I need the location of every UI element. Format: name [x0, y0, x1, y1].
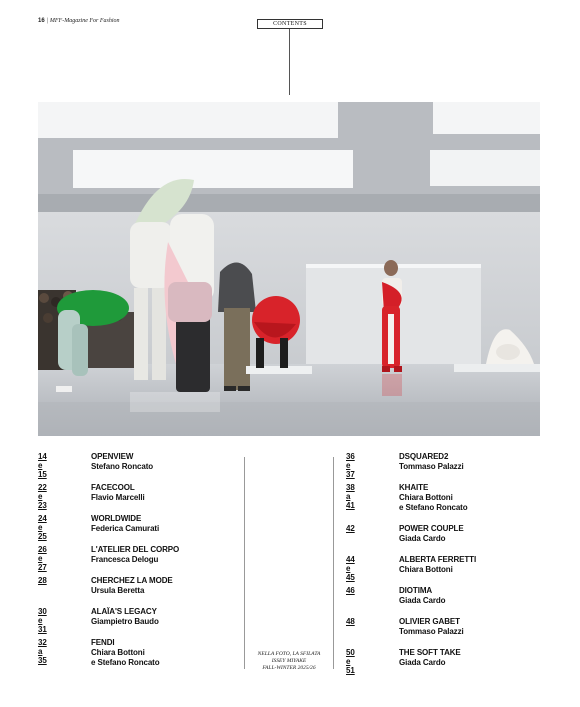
- toc-entry-body: [399, 524, 529, 544]
- page-folio: [38, 18, 120, 24]
- toc-author: Chiara Bottoni: [399, 565, 453, 574]
- toc-author: Tommaso Palazzi: [399, 462, 464, 471]
- toc-entry-body: [91, 545, 221, 565]
- toc-page-link[interactable]: 50 e 51: [346, 648, 355, 675]
- toc-author: Ursula Beretta: [91, 586, 145, 595]
- toc-title: ALAÏA'S LEGACY: [91, 607, 157, 616]
- toc-page-link[interactable]: 26 e 27: [38, 545, 47, 572]
- toc-title: L'ATELIER DEL CORPO: [91, 545, 180, 554]
- toc-title: DIOTIMA: [399, 586, 433, 595]
- toc-page-link[interactable]: 24 e 25: [38, 514, 47, 541]
- toc-page-link[interactable]: 44 e 45: [346, 555, 355, 582]
- toc-title: CHERCHEZ LA MODE: [91, 576, 173, 585]
- toc-page-link[interactable]: 48: [346, 617, 355, 626]
- toc-page-link[interactable]: 14 e 15: [38, 452, 47, 479]
- toc-entry-body: [399, 586, 529, 606]
- toc-entry-body: [399, 483, 529, 513]
- toc-entry-body: [91, 483, 221, 503]
- toc-title: DSQUARED2: [399, 452, 449, 461]
- toc-entry-body: [91, 607, 221, 627]
- section-divider-line: [289, 29, 290, 95]
- toc-entry-body: [399, 617, 529, 637]
- toc-title: KHAITE: [399, 483, 429, 492]
- caption-line: ISSEY MIYAKE: [271, 658, 307, 664]
- toc-author: Flavio Marcelli: [91, 493, 145, 502]
- toc-title: ALBERTA FERRETTI: [399, 555, 477, 564]
- toc-author: Chiara Bottoni: [399, 493, 453, 502]
- toc-entry-body: [91, 638, 221, 668]
- toc-page-link[interactable]: 42: [346, 524, 355, 533]
- toc-page-link[interactable]: 38 a 41: [346, 483, 355, 510]
- toc-author: Chiara Bottoni: [91, 648, 145, 657]
- toc-author: Giampietro Baudo: [91, 617, 159, 626]
- toc-author: Giada Cardo: [399, 534, 446, 543]
- toc-page-link[interactable]: 36 e 37: [346, 452, 355, 479]
- toc-author: Federica Camurati: [91, 524, 160, 533]
- toc-entry-body: [91, 514, 221, 534]
- toc-entry-body: [399, 648, 529, 668]
- toc-author: e Stefano Roncato: [399, 503, 468, 512]
- toc-page-link[interactable]: 32 a 35: [38, 638, 47, 665]
- toc-author: e Stefano Roncato: [91, 658, 160, 667]
- toc-entry-body: [91, 576, 221, 596]
- column-divider-right: [333, 457, 334, 669]
- toc-author: Giada Cardo: [399, 658, 446, 667]
- toc-title: WORLDWIDE: [91, 514, 142, 523]
- toc-page-link[interactable]: 28: [38, 576, 47, 585]
- toc-page-link[interactable]: 22 e 23: [38, 483, 47, 510]
- toc-page-link[interactable]: 46: [346, 586, 355, 595]
- column-divider-center: [244, 457, 245, 669]
- runway-photo: [38, 102, 540, 436]
- caption-line: FALL-WINTER 2025/26: [262, 665, 316, 671]
- toc-page-link[interactable]: 30 e 31: [38, 607, 47, 634]
- toc-title: THE SOFT TAKE: [399, 648, 461, 657]
- toc-entry-body: [399, 555, 529, 575]
- caption-line: NELLA FOTO, LA SFILATA: [257, 651, 321, 657]
- toc-title: FACECOOL: [91, 483, 135, 492]
- toc-title: FENDI: [91, 638, 115, 647]
- magazine-name: MFF-Magazine For Fashion: [49, 18, 120, 24]
- toc-entry-body: [91, 452, 221, 472]
- toc-title: OLIVIER GABET: [399, 617, 460, 626]
- photo-caption: [248, 651, 330, 672]
- toc-author: Francesca Delogu: [91, 555, 159, 564]
- toc-author: Tommaso Palazzi: [399, 627, 464, 636]
- section-label: CONTENTS: [257, 19, 323, 29]
- toc-author: Giada Cardo: [399, 596, 446, 605]
- folio-separator: |: [46, 18, 48, 24]
- runway-photo-illustration: [38, 102, 540, 436]
- toc-entry-body: [399, 452, 529, 472]
- toc-title: POWER COUPLE: [399, 524, 464, 533]
- toc-title: OPENVIEW: [91, 452, 134, 461]
- toc-author: Stefano Roncato: [91, 462, 154, 471]
- page-number: 16: [38, 18, 45, 24]
